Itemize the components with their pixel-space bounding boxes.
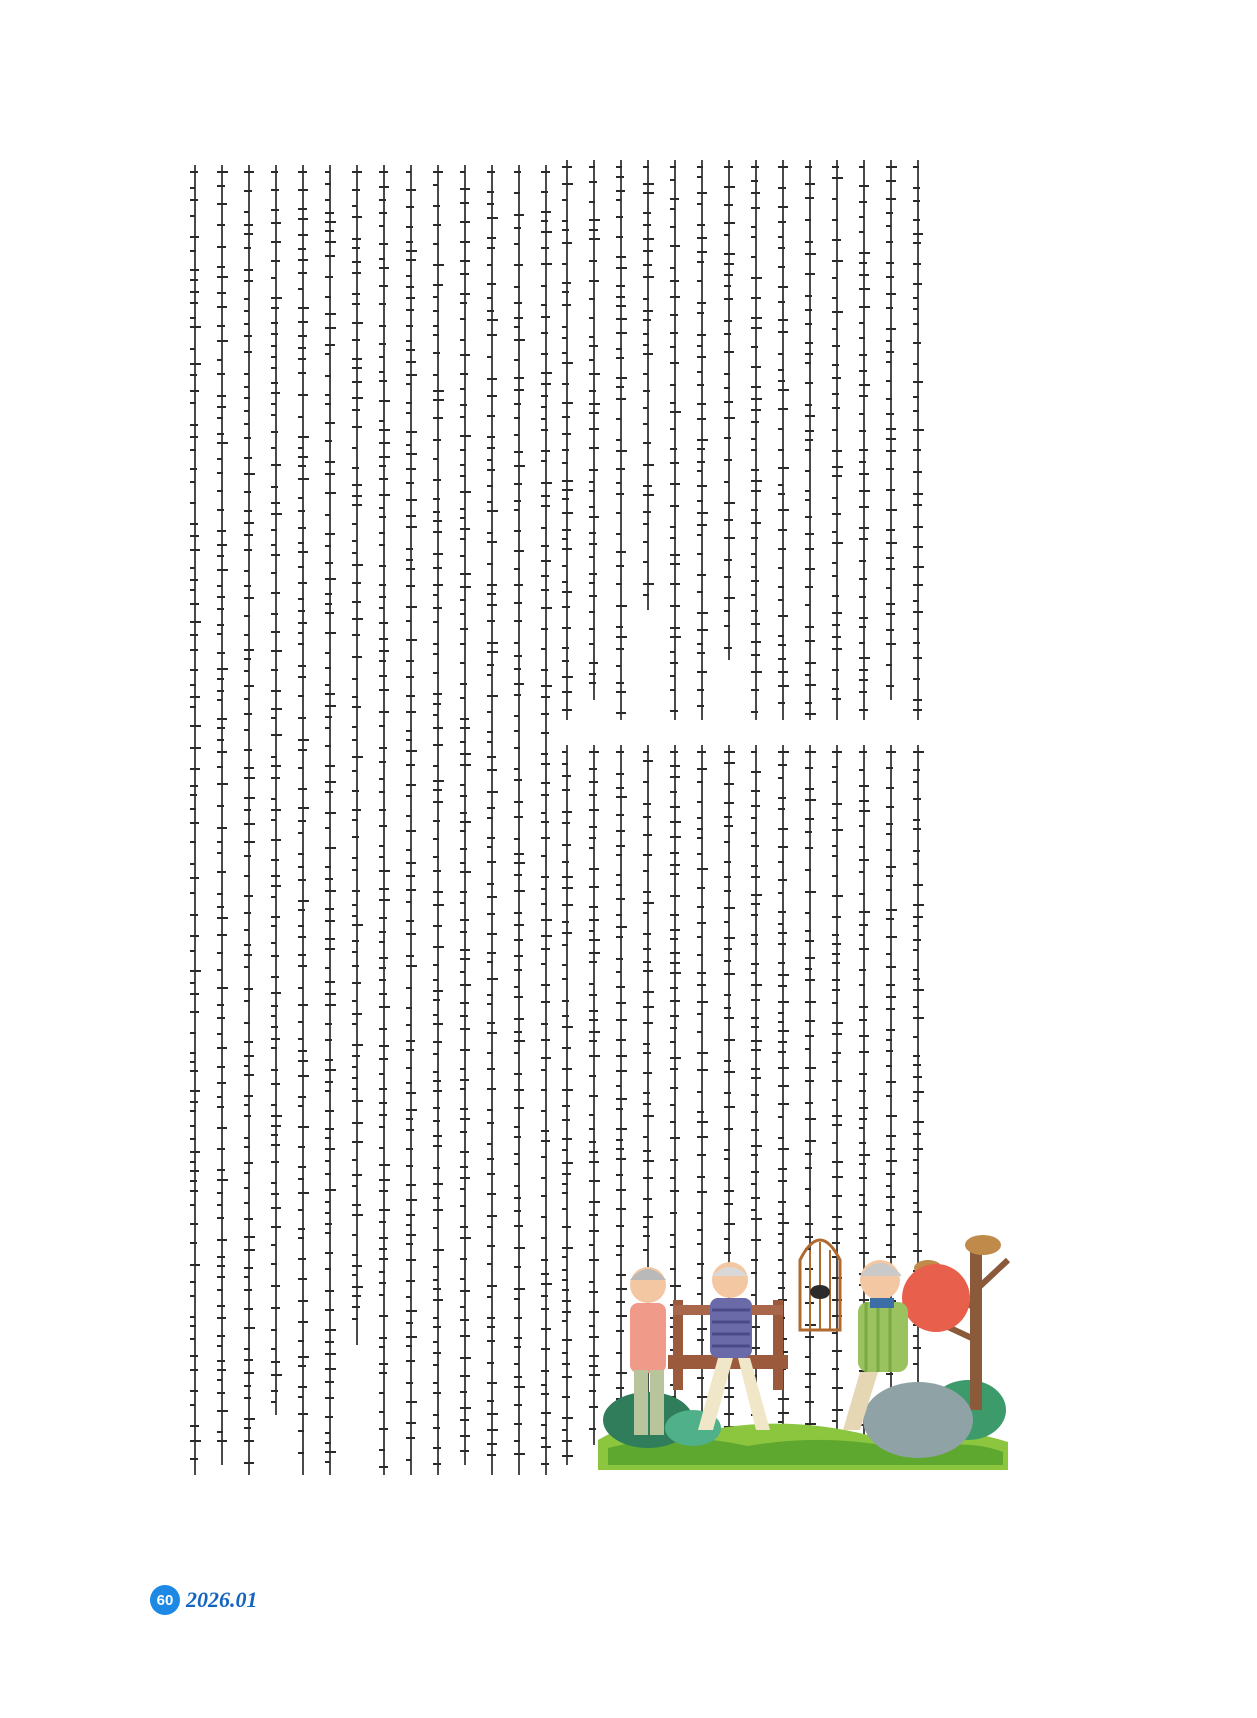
- text-column: [776, 160, 790, 720]
- text-column: [485, 165, 499, 1475]
- text-column: [404, 165, 418, 1475]
- text-column: [911, 160, 925, 720]
- text-column: [296, 165, 310, 1475]
- text-column: [695, 160, 709, 720]
- text-column: [560, 745, 574, 1465]
- text-column: [215, 165, 229, 1465]
- text-column: [269, 165, 283, 1415]
- text-column: [614, 160, 628, 720]
- text-column: [377, 165, 391, 1475]
- text-column: [188, 165, 202, 1475]
- text-column: [512, 165, 526, 1475]
- text-column: [539, 165, 553, 1475]
- text-column: [323, 165, 337, 1475]
- text-column: [803, 160, 817, 720]
- text-column: [350, 165, 364, 1345]
- text-column: [668, 160, 682, 720]
- illustration: [588, 1180, 1018, 1480]
- text-column: [431, 165, 445, 1475]
- text-column: [884, 160, 898, 700]
- text-column: [749, 160, 763, 720]
- page-number: 60: [150, 1585, 180, 1615]
- text-column: [560, 160, 574, 720]
- text-column: [857, 160, 871, 720]
- text-block-right: [188, 165, 553, 1475]
- text-column: [587, 160, 601, 700]
- page-footer: [150, 1585, 258, 1615]
- text-block-middle: [560, 160, 925, 720]
- text-column: [722, 160, 736, 660]
- text-column: [641, 160, 655, 610]
- issue-label: 2026.01: [186, 1587, 258, 1612]
- text-column: [830, 160, 844, 720]
- text-column: [458, 165, 472, 1465]
- text-column: [242, 165, 256, 1475]
